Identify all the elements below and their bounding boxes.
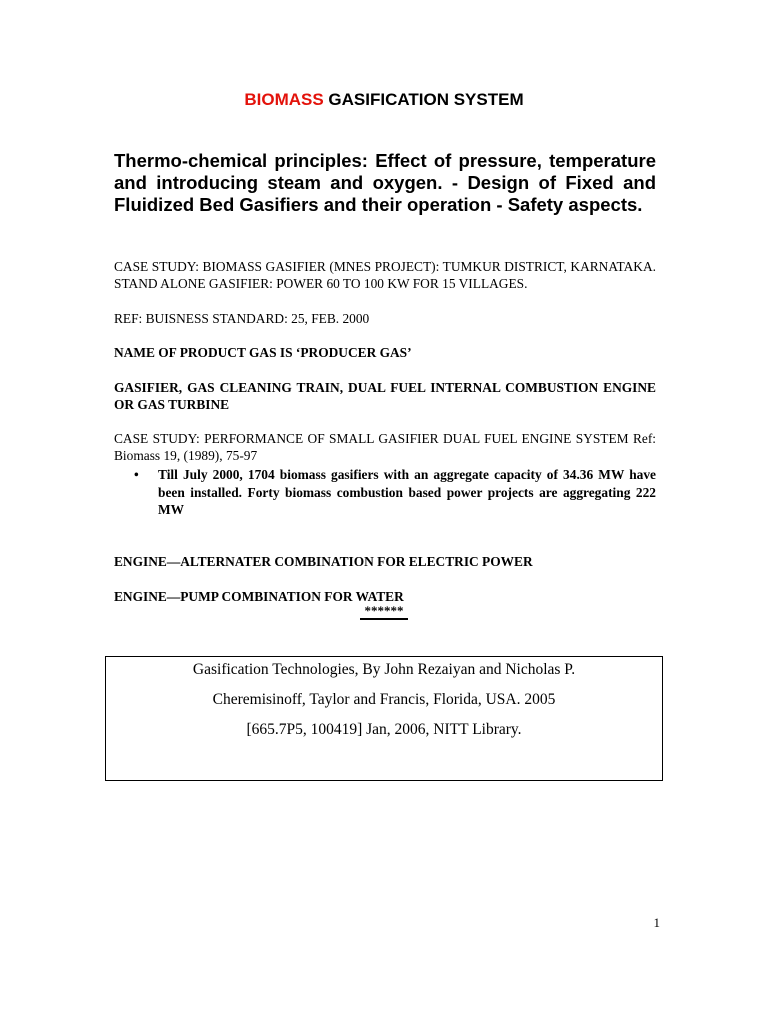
title-highlight: BIOMASS (244, 90, 324, 109)
engine-pump-line: ENGINE—PUMP COMBINATION FOR WATER (114, 589, 404, 604)
reference-line: REF: BUISNESS STANDARD: 25, FEB. 2000 (114, 311, 370, 326)
reference-line-1: Gasification Technologies, By John Rezaiyan and Nicholas P. (192, 661, 576, 678)
reference-line-3: [665.7P5, 100419] Jan, 2006, NITT Library. (246, 721, 522, 738)
section-divider-stars: ****** (360, 603, 408, 620)
case-study-1: CASE STUDY: BIOMASS GASIFIER (MNES PROJECT): TUMKUR DISTRICT, KARNATAKA. STAND ALONE GASIFIER: POWER 60 TO 100 KW FOR 15 VILLAGES. (114, 259, 656, 291)
case-study-2: CASE STUDY: PERFORMANCE OF SMALL GASIFIER DUAL FUEL ENGINE SYSTEM Ref: Biomass 19, (1989), 75-97 (114, 431, 656, 463)
title-rest: GASIFICATION SYSTEM (323, 90, 524, 109)
page-title (0, 90, 768, 110)
reference-line-2: Cheremisinoff, Taylor and Francis, Florida, USA. 2005 (212, 691, 556, 708)
bullet-text: Till July 2000, 1704 biomass gasifiers with an aggregate capacity of 34.36 MW have been installed. Forty biomass combustion based power projects are aggregating 222 MW (158, 467, 656, 517)
engine-alternator-line: ENGINE—ALTERNATER COMBINATION FOR ELECTRIC POWER (114, 554, 533, 569)
topic-heading: Thermo-chemical principles: Effect of pressure, temperature and introducing steam and oxygen. - Design of Fixed and Fluidized Bed Gasifiers and their operation - Safety aspects. (114, 150, 656, 215)
page-number: 1 (653, 915, 660, 930)
gasifier-train-line: GASIFIER, GAS CLEANING TRAIN, DUAL FUEL INTERNAL COMBUSTION ENGINE OR GAS TURBINE (114, 380, 656, 412)
reference-box (105, 656, 663, 781)
bullet-symbol: • (134, 467, 139, 482)
product-gas-line: NAME OF PRODUCT GAS IS ‘PRODUCER GAS’ (114, 345, 412, 360)
